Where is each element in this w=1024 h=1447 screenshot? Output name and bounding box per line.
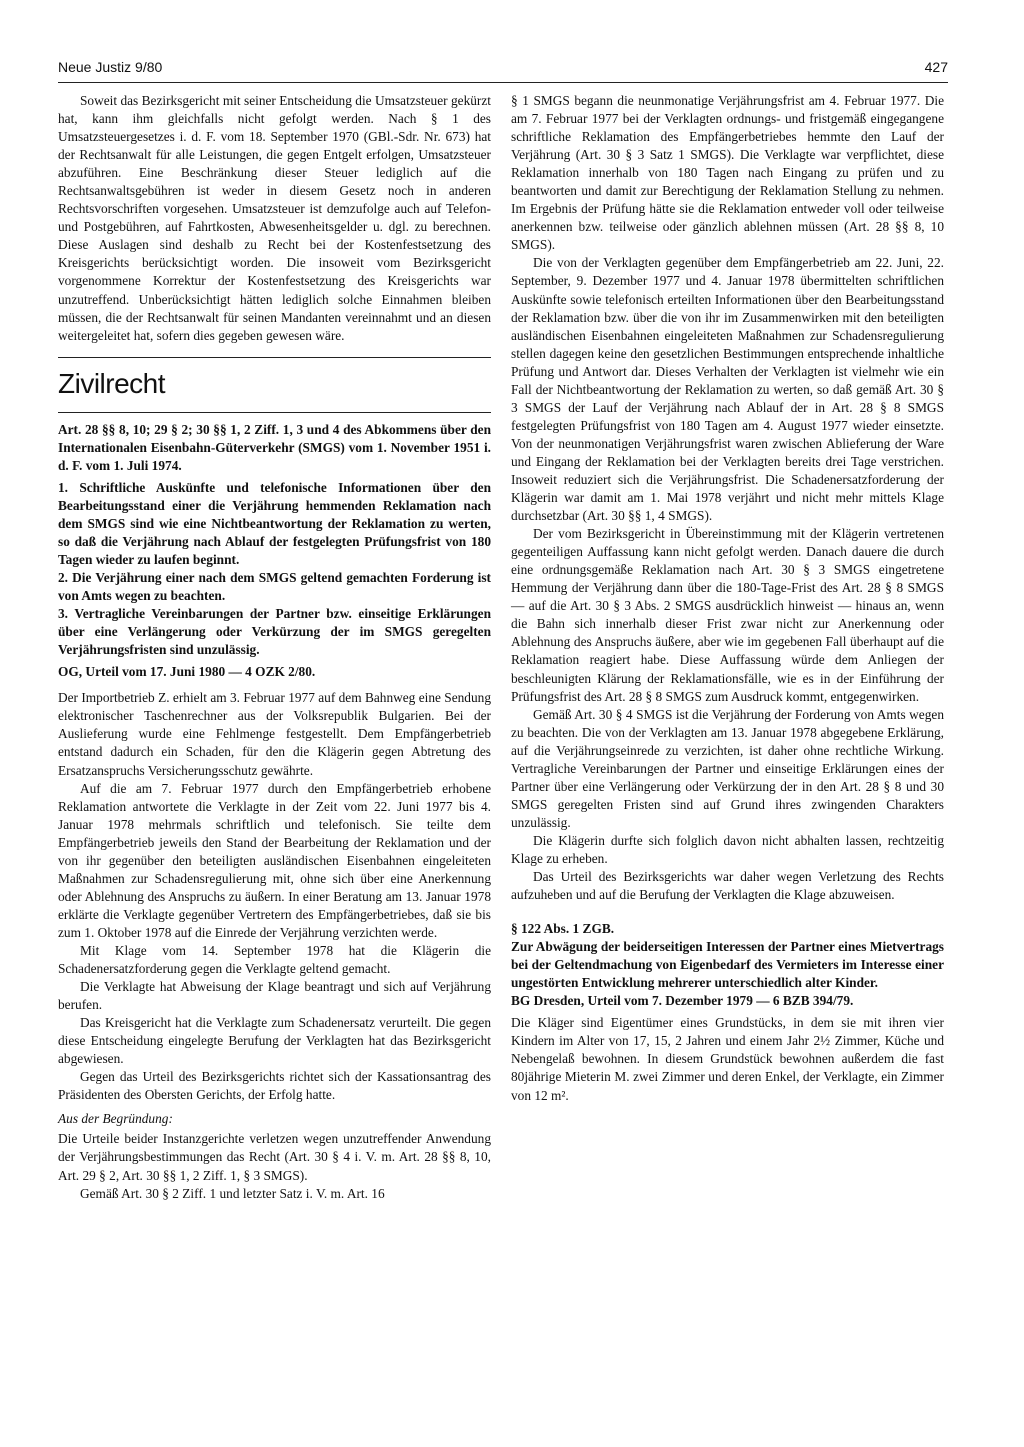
headnote: Zur Abwägung der beiderseitigen Interessen der Partner eines Mietvertrags bei der Geltendmachung von Eigenbedarf des Vermieters im Interesse einer ungestörten Entwicklung mehrerer unterschiedlich alter Kinder. xyxy=(511,939,944,991)
reasons-heading: Aus der Begründung: xyxy=(58,1111,173,1127)
paragraph: Mit Klage vom 14. September 1978 hat die Klägerin die Schadenersatzforderung gegen die Verklagte geltend gemacht. xyxy=(58,942,491,977)
headnote: 1. Schriftliche Auskünfte und telefonische Informationen über den Bearbeitungsstand einer die Verjährung hemmenden Reklamation nach dem SMGS sind wie eine Nichtbeantwortung der Reklamation zu werten, so daß die Verjährung nach Ablauf der festgelegten Prüfungsfrist von 180 Tagen wieder zu laufen beginnt. xyxy=(58,479,491,567)
paragraph: Die Verklagte hat Abweisung der Klage beantragt und sich auf Verjährung berufen. xyxy=(58,979,491,1013)
page-number: 427 xyxy=(924,59,948,75)
journal-title: Neue Justiz 9/80 xyxy=(58,59,163,75)
left-column xyxy=(58,92,491,1203)
paragraph: Gemäß Art. 30 § 4 SMGS ist die Verjährung der Forderung von Amts wegen zu beachten. Die von der Verklagten am 13. Januar 1978 abgegebene Erklärung, auf die Verjährungseinrede zu verzichten, ist daher ohne rechtliche Wirkung. Vertragliche Vereinbarungen der Partner und einseitige Erklärungen eines der Partner über eine Verlängerung oder Verkürzung der in den Art. 28 § 8 und 30 SMGS geregelten Fristen sind auf Grund ihres zwingenden Charakters unzulässig. xyxy=(511,706,944,830)
paragraph: Der Importbetrieb Z. erhielt am 3. Februar 1977 auf dem Bahnweg eine Sendung elektronischer Taschenrechner aus der Volksrepublik Bulgarien. Bei der Auslieferung wurde eine Fehlmenge festgestellt. Dem Empfängerbetrieb entstand dadurch ein Schaden, für den die Klägerin gegen Abtretung des Ersatzanspruchs Versicherungsschutz gewährte. xyxy=(58,690,491,778)
paragraph: Auf die am 7. Februar 1977 durch den Empfängerbetrieb erhobene Reklamation antwortete die Verklagte in der Zeit vom 22. Juni 1977 bis 4. Januar 1978 mehrmals schriftlich und telefonisch. Sie teilte dem Empfängerbetrieb jeweils den Stand der Bearbeitung der Reklamation und der von ihr gegenüber den beteiligten ausländischen Eisenbahnen eingeleiteten Maßnahmen zur Schadensregulierung mit, ohne sich über eine Anerkennung oder Ablehnung des Anspruchs zu äußern. In einer Beratung am 13. Januar 1978 erklärte die Verklagte gegenüber Vertretern des Empfängerbetriebes, daß sie bis zum 1. Oktober 1978 auf die Einrede der Verjährung verzichten werde. xyxy=(58,780,491,940)
paragraph: Das Kreisgericht hat die Verklagte zum Schadenersatz verurteilt. Die gegen diese Entscheidung eingelegte Berufung der Verklagten hat das Bezirksgericht abgewiesen. xyxy=(58,1015,491,1067)
court-citation: BG Dresden, Urteil vom 7. Dezember 1979 — 6 BZB 394/79. xyxy=(511,993,854,1009)
paragraph: Das Urteil des Bezirksgerichts war daher wegen Verletzung des Rechts aufzuheben und auf die Berufung der Verklagten die Klage abzuweisen. xyxy=(511,869,944,903)
paragraph: Die Urteile beider Instanzgerichte verletzen wegen unzutreffender Anwendung der Verjährungsbestimmungen das Recht (Art. 30 § 4 i. V. m. Art. 28 §§ 8, 10, Art. 29 § 2, Art. 30 §§ 1, 2 Ziff. 1, § 3 SMGS). xyxy=(58,1131,491,1183)
section-title: Zivilrecht xyxy=(58,367,166,399)
headnote: 2. Die Verjährung einer nach dem SMGS geltend gemachten Forderung ist von Amts wegen zu beachten. xyxy=(58,570,491,604)
running-head xyxy=(58,58,948,83)
paragraph: Soweit das Bezirksgericht mit seiner Entscheidung die Umsatzsteuer gekürzt hat, kann ihm gleichfalls nicht gefolgt werden. Nach § 1 des Umsatzsteuergesetzes i. d. F. vom 18. September 1970 (GBl.-Sdr. Nr. 673) hat der Rechtsanwalt für alle Leistungen, die gegen Entgelt erfolgen, Umsatzsteuer abzuführen. Eine Beschränkung dieser Steuer lediglich auf die Rechtsanwaltsgebühren ist weder in diesem Gesetz noch in anderen Rechtsvorschriften vorgesehen. Umsatzsteuer ist demzufolge auch auf Telefon- und Postgebühren, auf Fahrtkosten, Abwesenheitsgelder u. dgl. zu berechnen. Diese Auslagen sind deshalb zu Recht bei der Kostenfestsetzung des Kreisgerichts berücksichtigt worden. Die insoweit vom Bezirksgericht vorgenommene Korrektur der Kostenfestsetzung des Kreisgerichts war unzutreffend. Unberücksichtigt hätten lediglich solche Einnahmen bleiben müssen, die der Rechtsanwalt für seinen Mandanten vereinnahmt und an diesen weitergeleitet hat, sofern dies gegeben gewesen wäre. xyxy=(58,93,491,343)
paragraph: Gemäß Art. 30 § 2 Ziff. 1 und letzter Satz i. V. m. Art. 16 xyxy=(80,1185,385,1201)
paragraph: Die Kläger sind Eigentümer eines Grundstücks, in dem sie mit ihren vier Kindern im Alter von 17, 15, 2 Jahren und einem Jahr 2½ Zimmer, Küche und Nebengelaß bewohnen. In diesem Grundstück bewohnen außerdem die fast 80jährige Mieterin M. zwei Zimmer und deren Enkel, der Verklagte, ein Zimmer von 12 m². xyxy=(511,1015,944,1103)
paragraph: Die Klägerin durfte sich folglich davon nicht abhalten lassen, rechtzeitig Klage zu erheben. xyxy=(511,832,944,866)
statute-reference: Art. 28 §§ 8, 10; 29 § 2; 30 §§ 1, 2 Ziff. 1, 3 und 4 des Abkommens über den Internationalen Eisenbahn-Güterverkehr (SMGS) vom 1. November 1951 i. d. F. vom 1. Juli 1974. xyxy=(58,421,491,473)
paragraph: Der vom Bezirksgericht in Übereinstimmung mit der Klägerin vertretenen gegenteiligen Auffassung kann nicht gefolgt werden. Danach dauere die durch eine ordnungsgemäße Reklamation nach Art. 30 § 3 SMGS eingetretene Hemmung der Verjährung dann über die 180-Tage-Frist des Art. 28 § 8 SMGS — auf die Art. 30 § 3 Abs. 2 SMGS ausdrücklich hinweist — hinaus an, wenn die Bahn sich innerhalb dieser Frist zwar nicht zur Anerkennung oder Ablehnung des Anspruchs äußere, aber wie im gegebenen Fall überhaupt auf die Reklamation reagiert habe. Diese Auffassung würde dem Anliegen der beschleunigten Klärung der Reklamationsfälle, wie es in der Einführung der Prüfungsfrist des Art. 28 § 8 SMGS zum Ausdruck kommt, entgegenwirken. xyxy=(511,526,944,704)
section-heading xyxy=(58,357,491,413)
headnote: 3. Vertragliche Vereinbarungen der Partner bzw. einseitige Erklärungen über eine Verlängerung oder Verkürzung der im SMGS geregelten Verjährungsfristen sind unzulässig. xyxy=(58,606,491,658)
court-citation: OG, Urteil vom 17. Juni 1980 — 4 OZK 2/80. xyxy=(58,664,316,680)
journal-page xyxy=(58,58,948,1408)
right-column xyxy=(511,92,944,1105)
paragraph: Die von der Verklagten gegenüber dem Empfängerbetrieb am 22. Juni, 22. September, 9. Dezember 1977 und 4. Januar 1978 übermittelten schriftlichen Auskünfte sowie telefonisch erteilten Informationen über den Bearbeitungsstand der Reklamation bzw. über die von ihr im Zusammenwirken mit den beteiligten ausländischen Eisenbahnen eingeleiteten Maßnahmen zur Schadensregulierung stellen dagegen keine den gesetzlichen Bestimmungen entsprechende inhaltliche Prüfung und Antwort dar. Dieses Verhalten der Verklagten ist vielmehr wie ein Fall der Nichtbeantwortung der Reklamation zu werten, so daß gemäß Art. 30 § 3 SMGS der Lauf der Verjährung nach Ablauf der in Art. 28 § 8 SMGS festgelegten Prüfungsfrist von 180 Tagen am 4. August 1977 wieder einsetzte. Von der neunmonatigen Verjährungsfrist waren zwischen Ablieferung der Ware und Eingang der Reklamation bei der Verklagten bereits drei Tage verstrichen. Insoweit reduziert sich die Verjährungsfrist. Die Schadenersatzforderung der Klägerin war damit am 1. Mai 1978 verjährt und nicht mehr mittels Klage durchsetzbar (Art. 30 §§ 1, 4 SMGS). xyxy=(511,255,944,524)
paragraph: § 1 SMGS begann die neunmonatige Verjährungsfrist am 4. Februar 1977. Die am 7. Februar 1977 bei der Verklagten ordnungs- und fristgemäß eingegangene schriftliche Reklamation des Empfängerbetriebes hemmte den Lauf der Verjährung (Art. 30 § 3 Satz 1 SMGS). Die Verklagte war verpflichtet, diese Reklamation innerhalb von 180 Tagen nach Eingang zu prüfen und zu beantworten und damit zur Berechtigung der Reklamation Stellung zu nehmen. Im Ergebnis der Prüfung hätte sie die Reklamation entweder voll oder teilweise anerkennen bzw. teilweise oder gänzlich ablehnen müssen (Art. 28 §§ 8, 10 SMGS). xyxy=(511,93,944,253)
paragraph: Gegen das Urteil des Bezirksgerichts richtet sich der Kassationsantrag des Präsidenten des Obersten Gerichts, der Erfolg hatte. xyxy=(58,1069,491,1103)
statute-reference: § 122 Abs. 1 ZGB. xyxy=(511,921,615,937)
